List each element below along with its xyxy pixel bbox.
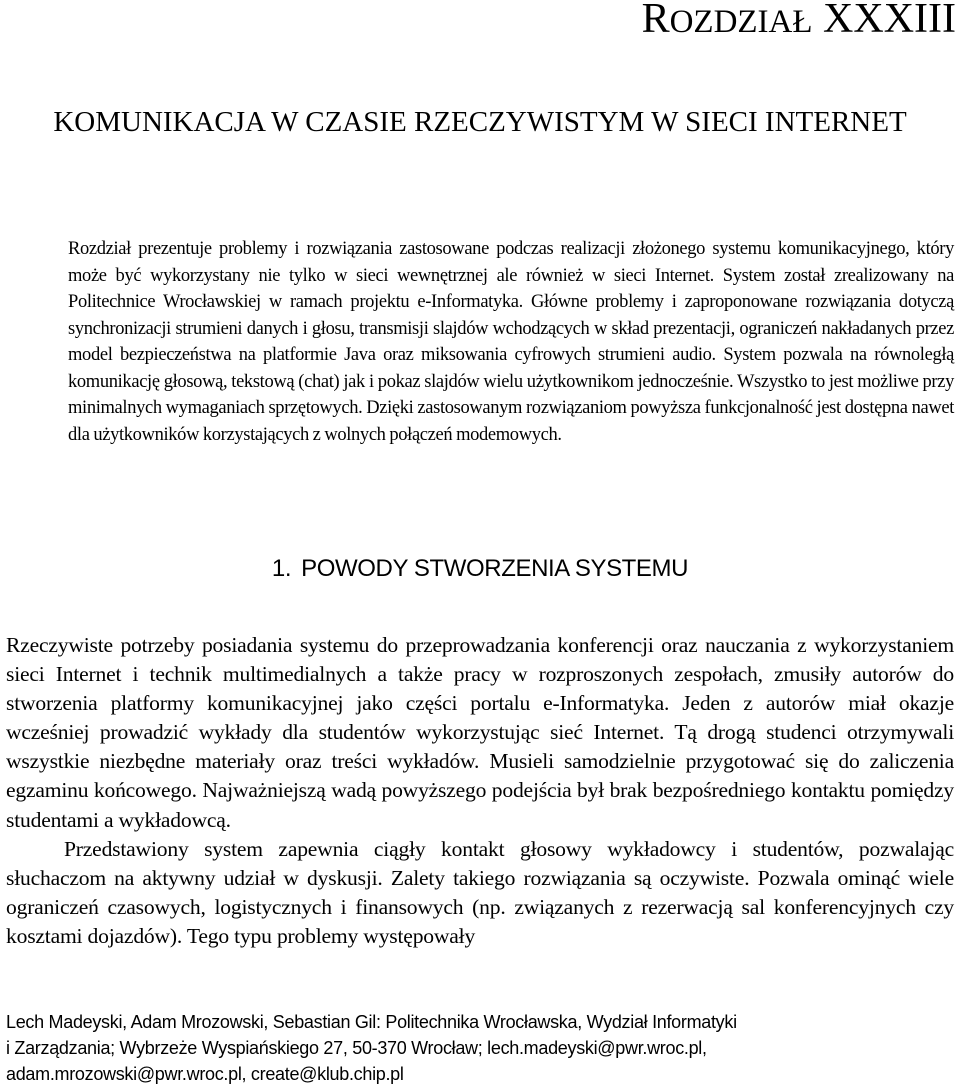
footnote-line: adam.mrozowski@pwr.wroc.pl, create@klub.chip.pl [6, 1064, 404, 1084]
footnote-line: Lech Madeyski, Adam Mrozowski, Sebastian Gil: Politechnika Wrocławska, Wydział Informatyki [6, 1012, 737, 1032]
chapter-number: XXXIII [823, 0, 956, 42]
body-text [6, 631, 954, 951]
paragraph: Rzeczywiste potrzeby posiadania systemu do przeprowadzania konferencji oraz nauczania z wykorzystaniem sieci Internet i technik multimedialnych a także pracy w rozproszonych zespołach, zmusiły autorów do stworzenia platformy komunikacyjnej jako części portalu e-Informatyka. Jeden z autorów miał okazje wcześniej prowadzić wykłady dla studentów wykorzystując sieć Internet. Tą drogą studenci otrzymywali wszystkie niezbędne materiały oraz treści wykładów. Musieli samodzielnie przygotować się do zaliczenia egzaminu końcowego. Najważniejszą wadą powyższego podejścia był brak bezpośredniego kontaktu pomiędzy studentami a wykładowcą. [6, 633, 954, 832]
abstract: Rozdział prezentuje problemy i rozwiązania zastosowane podczas realizacji złożonego systemu komunikacyjnego, który może być wykorzystany nie tylko w sieci wewnętrznej ale również w sieci Internet. System został zrealizowany na Politechnice Wrocławskiej w ramach projektu e-Informatyka. Główne problemy i zaproponowane rozwiązania dotyczą synchronizacji strumieni danych i głosu, transmisji slajdów wchodzących w skład prezentacji, ograniczeń nakładanych przez model bezpieczeństwa na platformie Java oraz miksowania cyfrowych strumieni audio. System pozwala na równoległą komunikację głosową, tekstową (chat) jak i pokaz slajdów wielu użytkownikom jednocześnie. Wszystko to jest możliwe przy minimalnych wymaganiach sprzętowych. Dzięki zastosowanym rozwiązaniom powyższa funkcjonalność jest dostępna nawet dla użytkowników korzystających z wolnych połączeń modemowych. [68, 239, 954, 445]
footnote-line: i Zarządzania; Wybrzeże Wyspiańskiego 27, 50-370 Wrocław; lech.madeyski@pwr.wroc.pl, [6, 1038, 707, 1058]
chapter-heading [642, 0, 956, 47]
chapter-title: KOMUNIKACJA W CZASIE RZECZYWISTYM W SIECI INTERNET [53, 106, 907, 138]
section-number: 1. [271, 555, 292, 582]
section-heading [0, 552, 960, 586]
chapter-first-letter: R [641, 0, 670, 42]
chapter-word: OZDZIAŁ [669, 4, 813, 40]
paragraph: Przedstawiony system zapewnia ciągły kontakt głosowy wykładowcy i studentów, pozwalając słuchaczom na aktywny udział w dyskusji. Zalety takiego rozwiązania są oczywiste. Pozwala ominąć wiele ograniczeń czasowych, logistycznych i finansowych (np. związanych z rezerwacją sal konferencyjnych czy kosztami dojazdów). Tego typu problemy występowały [6, 836, 954, 948]
section-title: POWODY STWORZENIA SYSTEMU [301, 555, 689, 582]
author-footnote [6, 1009, 956, 1087]
